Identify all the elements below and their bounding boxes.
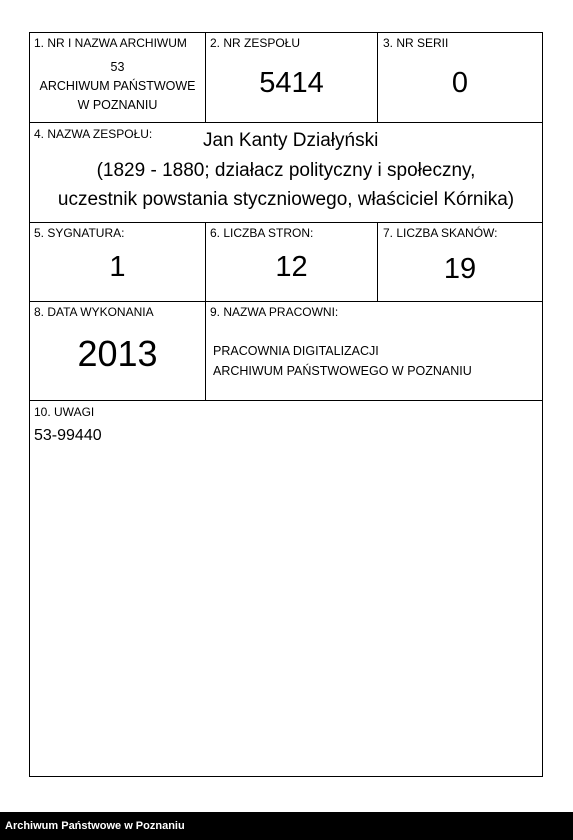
archive-label: 1. NR I NAZWA ARCHIWUM bbox=[34, 36, 187, 50]
row-divider bbox=[30, 400, 542, 401]
fonds-number: 5414 bbox=[259, 67, 324, 99]
archive-name-line1: ARCHIWUM PAŃSTWOWE bbox=[39, 79, 196, 93]
fonds-number-label: 2. NR ZESPOŁU bbox=[210, 36, 301, 50]
date-value: 2013 bbox=[77, 333, 158, 374]
row-divider bbox=[30, 222, 542, 223]
signature-label: 5. SYGNATURA: bbox=[34, 226, 125, 240]
fonds-name-label: 4. NAZWA ZESPOŁU: bbox=[34, 127, 153, 141]
fonds-name-line1: Jan Kanty Działyński bbox=[203, 130, 379, 151]
pages-value: 12 bbox=[275, 251, 308, 283]
column-divider bbox=[205, 301, 206, 400]
archive-number: 53 bbox=[110, 60, 125, 74]
row-divider bbox=[30, 122, 542, 123]
workshop-line2: ARCHIWUM PAŃSTWOWEGO W POZNANIU bbox=[213, 364, 472, 378]
fonds-name-line3: uczestnik powstania styczniowego, właściciel Kórnika) bbox=[57, 189, 515, 210]
archive-card bbox=[29, 32, 543, 777]
series-label: 3. NR SERII bbox=[383, 36, 449, 50]
notes-label: 10. UWAGI bbox=[34, 405, 95, 419]
notes-value: 53-99440 bbox=[34, 427, 102, 444]
workshop-label: 9. NAZWA PRACOWNI: bbox=[210, 305, 339, 319]
workshop-line1: PRACOWNIA DIGITALIZACJI bbox=[213, 344, 379, 358]
scans-label: 7. LICZBA SKANÓW: bbox=[383, 226, 498, 240]
pages-label: 6. LICZBA STRON: bbox=[210, 226, 314, 240]
footer-bar bbox=[0, 812, 573, 840]
row-divider bbox=[30, 301, 542, 302]
footer-text: Archiwum Państwowe w Poznaniu bbox=[5, 820, 185, 832]
signature-value: 1 bbox=[109, 251, 126, 283]
date-label: 8. DATA WYKONANIA bbox=[34, 305, 154, 319]
scans-value: 19 bbox=[443, 253, 477, 285]
fonds-name-line2: (1829 - 1880; działacz polityczny i społeczny, bbox=[96, 160, 476, 181]
series-number: 0 bbox=[451, 67, 469, 99]
archive-name-line2: W POZNANIU bbox=[77, 98, 158, 112]
